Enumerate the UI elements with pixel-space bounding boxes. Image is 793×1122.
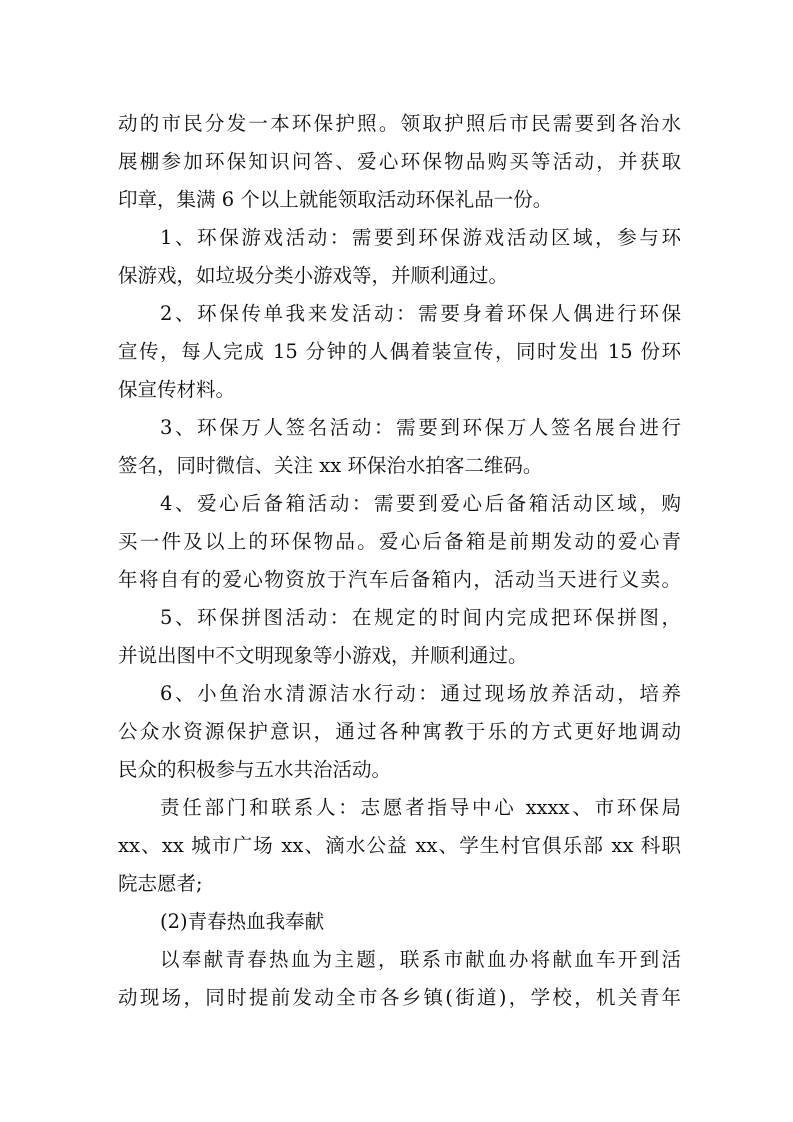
text-line: 1、环保游戏活动：需要到环保游戏活动区域，参与环 — [160, 226, 681, 249]
text-line: 并说出图中不文明现象等小游戏，并顺利通过。 — [118, 644, 528, 667]
section-heading — [118, 903, 681, 941]
heading-text: (2)青春热血我奉献 — [160, 910, 325, 933]
text-line: 责任部门和联系人：志愿者指导中心 xxxx、市环保局 — [160, 796, 681, 819]
text-line: 签名，同时微信、关注 xx 环保治水拍客二维码。 — [118, 454, 543, 477]
text-line: 保宣传材料。 — [118, 378, 236, 401]
text-line: 以奉献青春热血为主题，联系市献血办将献血车开到活 — [160, 948, 681, 971]
text-line: 印章，集满 6 个以上就能领取活动环保礼品一份。 — [118, 188, 553, 211]
text-line: 保游戏，如垃圾分类小游戏等，并顺利通过。 — [118, 264, 509, 287]
paragraph-item-2 — [118, 295, 681, 409]
paragraph-item-5 — [118, 599, 681, 675]
paragraph-blood-donation — [118, 941, 681, 1017]
text-line: 年将自有的爱心物资放于汽车后备箱内，活动当天进行义卖。 — [118, 568, 681, 591]
text-line: xx、xx 城市广场 xx、滴水公益 xx、学生村官俱乐部 xx 科职 — [118, 834, 681, 857]
text-line: 3、环保万人签名活动：需要到环保万人签名展台进行 — [160, 416, 681, 439]
paragraph-item-1 — [118, 219, 681, 295]
paragraph-item-4 — [118, 485, 681, 599]
text-line: 买一件及以上的环保物品。爱心后备箱是前期发动的爱心青 — [118, 530, 681, 553]
text-line: 4、爱心后备箱活动：需要到爱心后备箱活动区域，购 — [160, 492, 681, 515]
paragraph-item-6 — [118, 675, 681, 789]
text-line: 展棚参加环保知识问答、爱心环保物品购买等活动，并获取 — [118, 150, 681, 173]
text-line: 动现场，同时提前发动全市各乡镇(街道)，学校，机关青年 — [118, 986, 681, 1009]
paragraph-passport — [118, 105, 681, 219]
paragraph-item-3 — [118, 409, 681, 485]
text-line: 宣传，每人完成 15 分钟的人偶着装宣传，同时发出 15 份环 — [118, 340, 681, 363]
text-line: 6、小鱼治水清源洁水行动：通过现场放养活动，培养 — [160, 682, 681, 705]
text-line: 2、环保传单我来发活动：需要身着环保人偶进行环保 — [160, 302, 681, 325]
document-page — [118, 105, 681, 1017]
text-line: 动的市民分发一本环保护照。领取护照后市民需要到各治水 — [118, 112, 681, 135]
text-line: 民众的积极参与五水共治活动。 — [118, 758, 392, 781]
paragraph-responsible — [118, 789, 681, 903]
text-line: 5、环保拼图活动：在规定的时间内完成把环保拼图， — [160, 606, 681, 629]
text-line: 院志愿者; — [118, 872, 203, 895]
text-line: 公众水资源保护意识，通过各种寓教于乐的方式更好地调动 — [118, 720, 681, 743]
